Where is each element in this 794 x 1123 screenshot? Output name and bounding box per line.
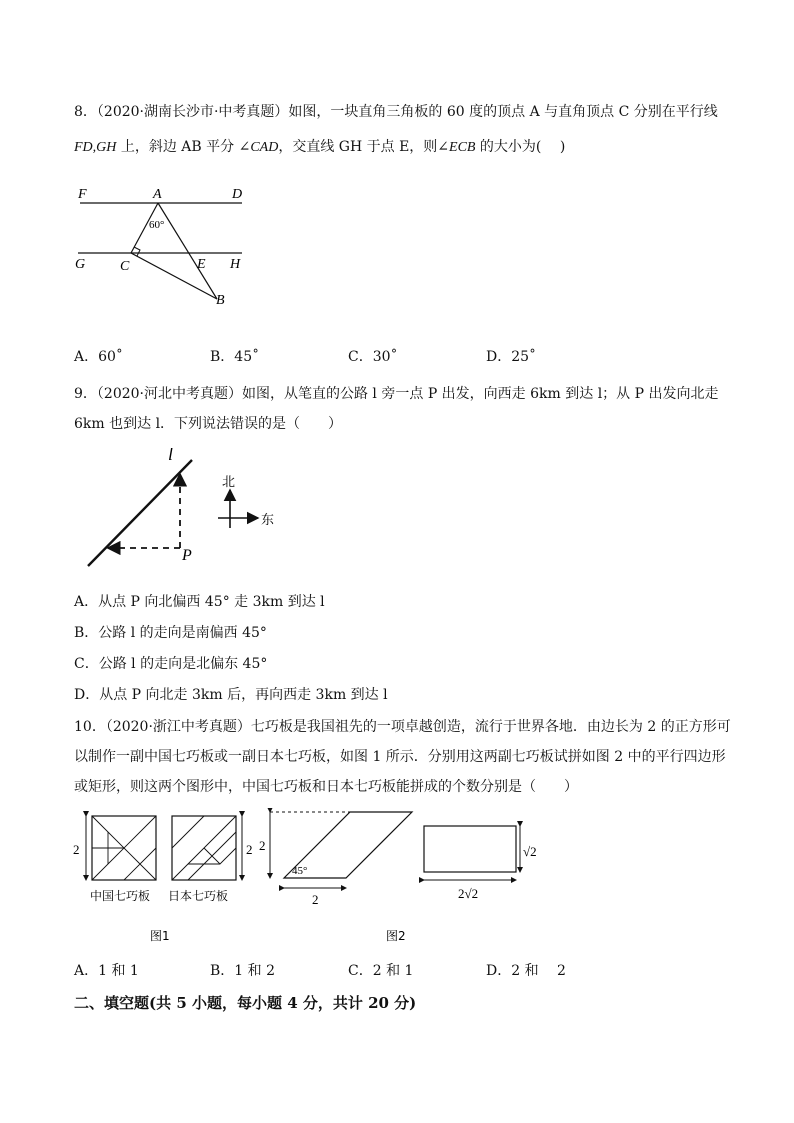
compass-north-label: 北 (222, 474, 236, 489)
chinese-tangram (73, 816, 156, 880)
label-b: B (216, 293, 225, 308)
label-h: H (230, 257, 241, 272)
q10-line3: 或矩形，则这两个图形中，中国七巧板和日本七巧板能拼成的个数分别是（ ） (74, 779, 578, 795)
parallelogram (259, 812, 412, 907)
label-60: 60° (149, 219, 165, 231)
q9-line1: 9．（2020·河北中考真题）如图，从笔直的公路 l 旁一点 P 出发，向西走 6km 到达 l；从 P 出发向北走 (74, 386, 719, 402)
dim-2-para-height: 2 (259, 838, 266, 853)
q10-option-b: B．1 和 2 (210, 963, 276, 979)
q8-angle-ecb: ∠ECB (437, 140, 476, 155)
q8-text-d: ，交直线 GH 于点 E，则 (278, 139, 438, 155)
fig1-label: 图1 (150, 929, 170, 943)
road-l (88, 460, 192, 566)
q8-option-d: D．25˚ (486, 349, 537, 365)
q8-line2 (74, 136, 565, 156)
q9-option-a: A．从点 P 向北偏西 45° 走 3km 到达 l (74, 594, 325, 610)
q9-option-c: C．公路 l 的走向是北偏东 45° (74, 656, 268, 672)
q9-figure (80, 448, 290, 570)
q10-option-a: A．1 和 1 (74, 963, 139, 979)
q8-parallel-lines: FD,GH (74, 140, 117, 155)
dim-2-japan: 2 (246, 842, 253, 857)
q8-angle-cad: ∠CAD (238, 140, 279, 155)
label-e: E (197, 257, 206, 272)
compass-east-label: 东 (261, 512, 275, 527)
angle-45: 45° (292, 865, 308, 877)
fig2-label: 图2 (386, 929, 406, 943)
label-p: P (182, 547, 192, 564)
q10-option-c: C．2 和 1 (348, 963, 414, 979)
q9-line2: 6km 也到达 l．下列说法错误的是（ ） (74, 416, 343, 432)
label-f: F (78, 187, 87, 202)
q9-option-b: B．公路 l 的走向是南偏西 45° (74, 625, 267, 641)
dim-2-para-base: 2 (312, 892, 319, 907)
q8-text-b: 上，斜边 AB 平分 (116, 139, 239, 155)
q8-option-c: C．30˚ (348, 349, 398, 365)
q8-figure (70, 180, 260, 310)
q10-line1: 10．（2020·浙江中考真题）七巧板是我国祖先的一项卓越创造，流行于世界各地．由边长为 2 的正方形可 (74, 719, 731, 735)
q8-text-f: 的大小为( ) (475, 139, 566, 155)
q8-option-b: B．45˚ (210, 349, 260, 365)
q10-figure (70, 808, 560, 948)
label-c: C (120, 259, 130, 274)
q10-option-d: D．2 和 2 (486, 963, 566, 979)
label-l: l (168, 448, 174, 464)
q10-line2: 以制作一副中国七巧板或一副日本七巧板，如图 1 所示．分别用这两副七巧板试拼如图 2 中的平行四边形 (74, 749, 726, 765)
dim-sqrt2: √2 (523, 844, 537, 859)
japanese-tangram (172, 816, 253, 880)
q9-option-d: D．从点 P 向北走 3km 后，再向西走 3km 到达 l (74, 687, 388, 703)
label-a: A (153, 187, 162, 202)
label-d: D (232, 187, 243, 202)
rectangle (424, 826, 537, 901)
label-g: G (75, 257, 86, 272)
dim-2sqrt2: 2√2 (458, 886, 479, 901)
section-2-heading: 二、填空题(共 5 小题，每小题 4 分，共计 20 分) (74, 994, 417, 1012)
segment-ab (158, 203, 217, 299)
caption-china: 中国七巧板 (90, 889, 151, 903)
dim-2-china: 2 (73, 842, 80, 857)
caption-japan: 日本七巧板 (168, 889, 229, 903)
q8-line1: 8．（2020·湖南长沙市·中考真题）如图，一块直角三角板的 60 度的顶点 A 与直角顶点 C 分别在平行线 (74, 104, 718, 120)
q8-option-a: A．60˚ (74, 349, 123, 365)
